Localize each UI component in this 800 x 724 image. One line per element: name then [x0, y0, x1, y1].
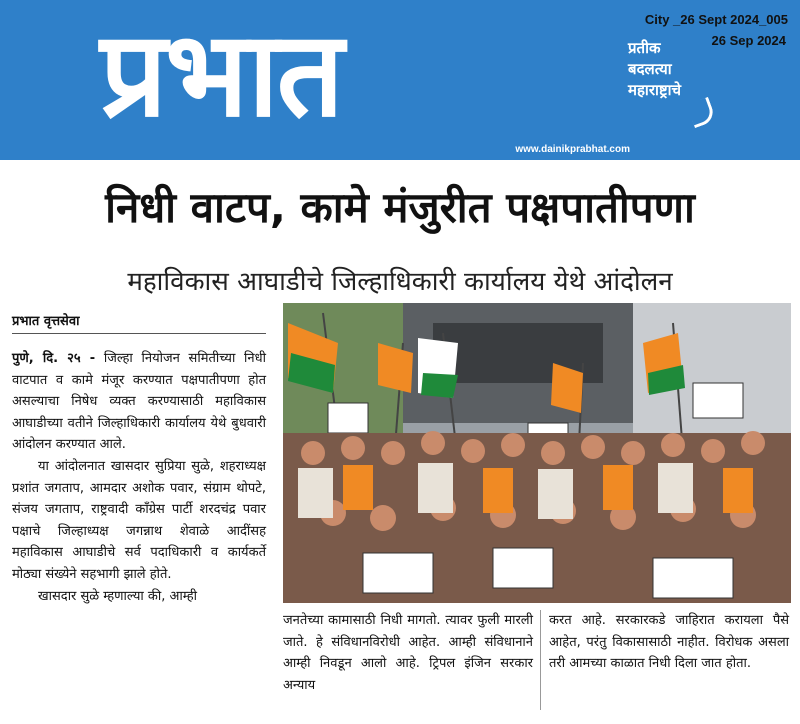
article-subheadline: महाविकास आघाडीचे जिल्हाधिकारी कार्यालय येथे आंदोलन [127, 267, 673, 297]
byline-divider [12, 333, 266, 334]
newspaper-logo: प्रभात [100, 5, 342, 143]
edition-date: 26 Sep 2024 [711, 33, 786, 48]
column-divider [540, 610, 541, 710]
article-headline: निधी वाटप, कामे मंजुरीत पक्षपातीपणा [105, 183, 695, 232]
protest-photo-image [283, 303, 791, 603]
article-column-3: करत आहे. सरकारकडे जाहिरात करायला पैसे आहेत, परंतु विकासासाठी नाहीत. विरोधक असला तरी आमच्या काळात निधी दिला जात होता. [549, 613, 789, 672]
masthead-tagline [628, 38, 681, 101]
paragraph-3: खासदार सुळे म्हणाल्या की, आम्ही [38, 588, 197, 604]
article-column-2: जनतेच्या कामासाठी निधी मागतो. त्यावर फुली मारली जाते. हे संविधानविरोधी आहेत. आम्ही संविधानाने आम्ही निवडून आलो आहे. ट्रिपल इंजिन सरकार अन्याय [283, 613, 533, 693]
edition-label: City _26 Sept 2024_005 [644, 12, 788, 27]
tagline-line-2: बदलत्या [628, 60, 672, 78]
protest-photo [283, 303, 791, 603]
tagline-line-3: महाराष्ट्राचे [628, 81, 682, 99]
masthead [0, 0, 800, 160]
paragraph-2: या आंदोलनात खासदार सुप्रिया सुळे, शहराध्यक्ष प्रशांत जगताप, आमदार अशोक पवार, संग्राम थोपटे, संजय जगताप, राष्ट्रवादी कॉंग्रेस पार्टी शरदचंद्र पवार पक्षाचे जिल्हाध्यक्ष जगन्नाथ शेवाळे आदींसह महाविकास आघाडीचे सर्व पदाधिकारी व कार्यकर्ते मोठ्या संख्येने सहभागी झाले होते. [12, 458, 266, 582]
article-byline: प्रभात वृत्तसेवा [12, 314, 80, 329]
article-column-1 [12, 348, 266, 607]
tagline-line-1: प्रतीक [628, 39, 661, 57]
paragraph-1 [12, 348, 266, 456]
website-link[interactable]: www.dainikprabhat.com [515, 144, 630, 155]
paragraph-1-text: जिल्हा नियोजन समितीच्या निधी वाटपात व कामे मंजूर करण्यात पक्षपातीपणा होत असल्याचा निषेध व्यक्त करण्यासाठी महाविकास आघाडीच्या वतीने जिल्हाधिकारी कार्यालय येथे बुधवारी आंदोलन करण्यात आले. [12, 351, 266, 453]
swoosh-icon [686, 97, 716, 128]
dateline: पुणे, दि. २५ - [12, 351, 96, 366]
